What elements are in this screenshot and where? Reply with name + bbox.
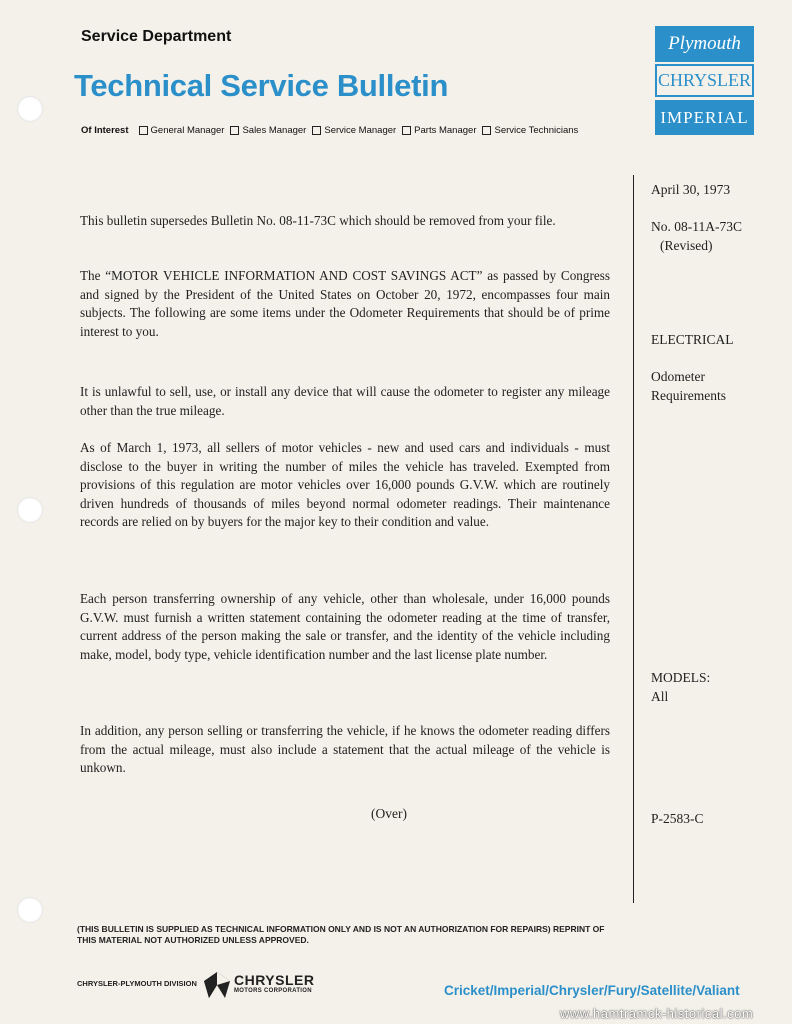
recipient-label: Service Manager <box>324 125 397 136</box>
pentastar-icon <box>203 971 231 999</box>
paragraph-unlawful: It is unlawful to sell, use, or install any device that will cause the odometer to register any mileage other than the true mileage. <box>80 384 610 418</box>
plymouth-logo: Plymouth <box>655 26 754 62</box>
bulletin-subject-line2: Requirements <box>651 388 726 403</box>
bulletin-date: April 30, 1973 <box>651 182 731 197</box>
recipient-general-manager <box>139 125 225 136</box>
site-watermark: www.hamtramck-historical.com <box>560 1006 754 1021</box>
disclaimer: (THIS BULLETIN IS SUPPLIED AS TECHNICAL INFORMATION ONLY AND IS NOT AN AUTHORIZATION FOR REPAIRS) REPRINT OF THIS MATERIAL NOT AUTHORIZED UNLESS APPROVED. <box>77 924 605 945</box>
models-lineup: Cricket/Imperial/Chrysler/Fury/Satellite/Valiant <box>444 983 740 998</box>
chrysler-corp-logo <box>234 973 315 995</box>
bulletin-revision: (Revised) <box>660 238 713 253</box>
paragraph-act: The “MOTOR VEHICLE INFORMATION AND COST SAVINGS ACT” as passed by Congress and signed by the President of the United States on October 20, 1972, encompasses four main subjects. The following are some items under the Odometer Requirements that should be of prime interest to you. <box>80 268 610 339</box>
imperial-logo: IMPERIAL <box>655 100 754 135</box>
bulletin-title: Technical Service Bulletin <box>74 68 449 103</box>
punch-hole-bottom <box>17 897 43 923</box>
recipient-service-technicians <box>482 125 578 136</box>
of-interest-label: Of Interest <box>81 125 129 136</box>
checkbox-icon <box>402 126 411 135</box>
bulletin-category: ELECTRICAL <box>651 332 734 347</box>
paragraph-addition: In addition, any person selling or transferring the vehicle, if he knows the odometer reading differs from the actual mileage, must also include a statement that the actual mileage of the vehicle is unkown. <box>80 723 610 775</box>
corp-name: CHRYSLER <box>234 972 315 988</box>
models-value: All <box>651 689 669 704</box>
of-interest-row <box>81 125 578 136</box>
department-label: Service Department <box>81 28 232 45</box>
bulletin-subject-line1: Odometer <box>651 369 705 384</box>
form-number: P-2583-C <box>651 811 704 826</box>
paragraph-supersedes: This bulletin supersedes Bulletin No. 08-11-73C which should be removed from your file. <box>80 213 556 228</box>
paragraph-transfer: Each person transferring ownership of any vehicle, other than wholesale, under 16,000 pounds G.V.W. must furnish a written statement containing the odometer reading at the time of transfer, current address of the person making the sale or transfer, and the identity of the vehicle including make, model, body type, vehicle identification number and the last license plate number. <box>80 591 610 662</box>
models-label: MODELS: <box>651 670 711 685</box>
over-label: (Over) <box>371 806 407 821</box>
checkbox-icon <box>230 126 239 135</box>
recipient-label: Service Technicians <box>494 125 579 136</box>
recipient-service-manager <box>312 125 396 136</box>
recipient-parts-manager <box>402 125 476 136</box>
division-label: CHRYSLER-PLYMOUTH DIVISION <box>77 979 197 988</box>
column-divider <box>633 175 634 903</box>
checkbox-icon <box>482 126 491 135</box>
recipient-label: Sales Manager <box>242 125 307 136</box>
punch-hole-middle <box>17 497 43 523</box>
corp-subtitle: MOTORS CORPORATION <box>234 988 312 994</box>
recipient-sales-manager <box>230 125 306 136</box>
punch-hole-top <box>17 96 43 122</box>
paragraph-disclosure: As of March 1, 1973, all sellers of motor vehicles - new and used cars and individuals - must disclose to the buyer in writing the number of miles the vehicle has traveled. Exempted from provisions of this regulation are motor vehicles over 16,000 pounds G.V.W. which are routinely driven hundreds of thousands of miles beyond normal odometer readings. Their maintenance records are relied on by buyers for the major key to their condition and value. <box>80 440 610 529</box>
bulletin-number: No. 08-11A-73C <box>651 219 742 234</box>
checkbox-icon <box>312 126 321 135</box>
chrysler-logo: CHRYSLER <box>655 64 754 97</box>
checkbox-icon <box>139 126 148 135</box>
recipient-label: General Manager <box>150 125 225 136</box>
recipient-label: Parts Manager <box>414 125 477 136</box>
